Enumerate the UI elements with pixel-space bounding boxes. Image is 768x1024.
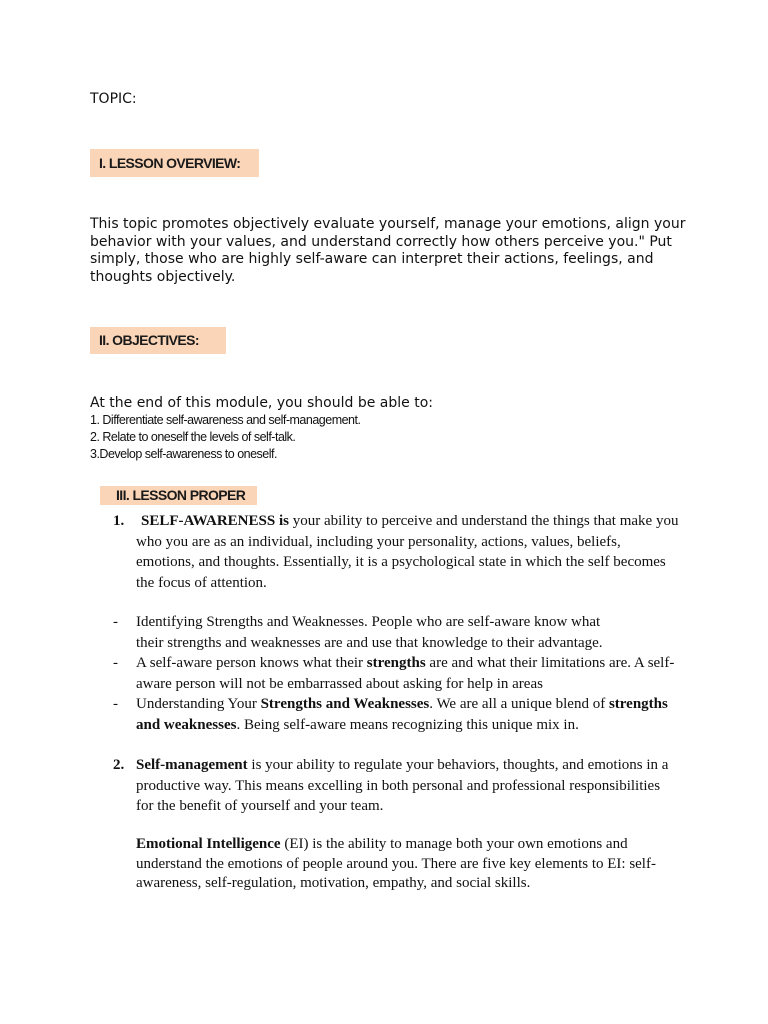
self-awareness-term: SELF-AWARENESS is xyxy=(141,513,289,529)
bullet-marker-3: - xyxy=(113,696,118,712)
self-management-term: Self-management xyxy=(136,757,248,773)
bullet3-bold-2: strengths and weaknesses xyxy=(136,696,668,733)
bullet-marker-1: - xyxy=(113,614,118,630)
objective-item-1: 1. Differentiate self-awareness and self-management. xyxy=(90,413,361,427)
self-awareness-text: your ability to perceive and understand the things that make you who you are as an individual, including your personality, actions, values, beliefs, emotions, and thoughts. Essentially, it is a psychological state in which the self becomes the focus of attention. xyxy=(136,513,679,591)
emotional-intelligence-term: Emotional Intelligence xyxy=(136,836,281,852)
bullet-marker-2: - xyxy=(113,655,118,671)
objective-item-2: 2. Relate to oneself the levels of self-talk. xyxy=(90,430,296,444)
lesson-overview-body: This topic promotes objectively evaluate yourself, manage your emotions, align your behavior with your values, and understand correctly how others perceive you." Put simply, those who are highly self-aware can interpret their actions, feelings, and thoughts objectively. xyxy=(90,216,686,285)
bullet2-text-post: are and what their limitations are. A self-aware person will not be embarrassed about asking for help in areas xyxy=(136,655,675,692)
self-management-text: is your ability to regulate your behaviors, thoughts, and emotions in a productive way. This means excelling in both personal and professional responsibilities for the benefit of yourself and your team. xyxy=(136,757,669,814)
objectives-intro: At the end of this module, you should be able to: xyxy=(90,395,433,411)
bullet2-text-pre: A self-aware person knows what their xyxy=(136,655,367,671)
emotional-intelligence-paragraph xyxy=(136,835,666,894)
bullet-self-aware-person xyxy=(136,653,681,694)
objectives-heading: II. OBJECTIVES: xyxy=(90,327,226,354)
objective-item-3: 3.Develop self-awareness to oneself. xyxy=(90,447,277,461)
lesson-proper-heading: III. LESSON PROPER xyxy=(100,486,257,505)
bullet-understanding xyxy=(136,694,681,735)
bullet3-bold-1: Strengths and Weaknesses xyxy=(260,696,430,712)
bullet2-bold: strengths xyxy=(366,655,426,671)
bullet3-text-mid: . We are all a unique blend of xyxy=(429,696,609,712)
emotional-intelligence-text: (EI) is the ability to manage both your own emotions and understand the emotions of people around you. There are five key elements to EI: self-awareness, self-regulation, motivation, empathy, and social skills. xyxy=(136,836,656,891)
bullet-strengths-weaknesses: Identifying Strengths and Weaknesses. People who are self-aware know what their strengths and weaknesses are and use that knowledge to their advantage. xyxy=(136,614,603,651)
list-number-1: 1. xyxy=(113,513,125,529)
bullet3-text-pre: Understanding Your xyxy=(136,696,261,712)
lesson-overview-heading: I. LESSON OVERVIEW: xyxy=(90,149,259,177)
list-number-2: 2. xyxy=(113,757,125,773)
self-awareness-paragraph xyxy=(136,511,681,593)
self-management-paragraph xyxy=(136,755,681,817)
bullet3-text-post: . Being self-aware means recognizing this unique mix in. xyxy=(236,716,579,733)
topic-label: TOPIC: xyxy=(90,91,137,107)
